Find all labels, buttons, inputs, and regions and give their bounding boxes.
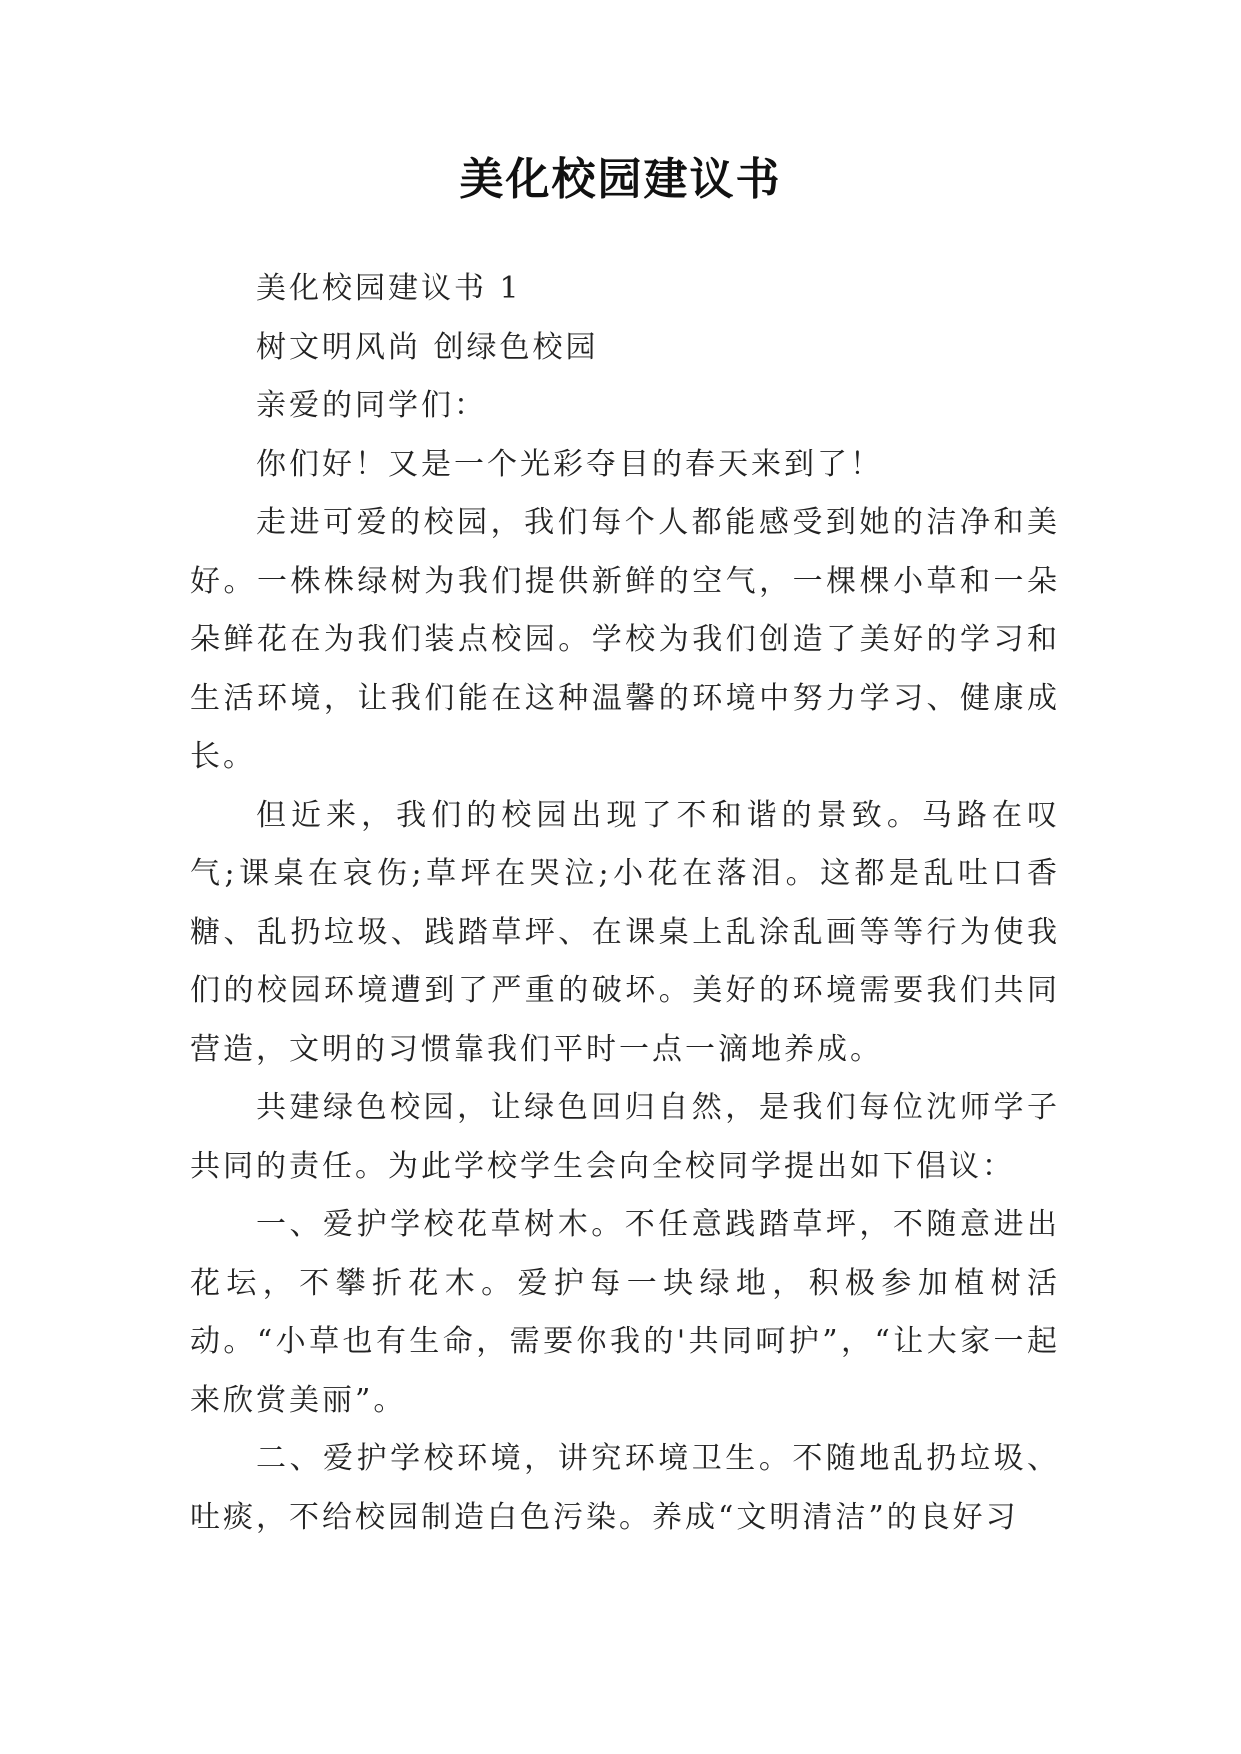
- document-body: [190, 260, 1060, 1547]
- paragraph-slogan: 树文明风尚 创绿色校园: [256, 329, 599, 365]
- paragraph-proposal-1: 一、爱护学校花草树木。不任意践踏草坪，不随意进出花坛，不攀折花木。爱护每一块绿地，积极参加植树活动。“小草也有生命，需要你我的'共同呵护”，“让大家一起来欣赏美丽”。: [190, 1207, 1060, 1418]
- paragraph-intro: 走进可爱的校园，我们每个人都能感受到她的洁净和美好。一株株绿树为我们提供新鲜的空气，一棵棵小草和一朵朵鲜花在为我们装点校园。学校为我们创造了美好的学习和生活环境，让我们能在这种温馨的环境中努力学习、健康成长。: [190, 505, 1060, 774]
- paragraph-greeting: 你们好！又是一个光彩夺目的春天来到了！: [256, 446, 883, 482]
- paragraph-problem: 但近来，我们的校园出现了不和谐的景致。马路在叹气;课桌在哀伤;草坪在哭泣;小花在落泪。这都是乱吐口香糖、乱扔垃圾、践踏草坪、在课桌上乱涂乱画等等行为使我们的校园环境遭到了严重的破坏。美好的环境需要我们共同营造，文明的习惯靠我们平时一点一滴地养成。: [190, 797, 1060, 1067]
- paragraph-salutation: 亲爱的同学们：: [256, 388, 487, 423]
- paragraph-proposal-2: 二、爱护学校环境，讲究环境卫生。不随地乱扔垃圾、吐痰，不给校园制造白色污染。养成“文明清洁”的良好习: [190, 1441, 1060, 1535]
- document-title: 美化校园建议书: [459, 154, 782, 205]
- paragraph-heading: 美化校园建议书 1: [256, 271, 522, 306]
- paragraph-appeal: 共建绿色校园，让绿色回归自然，是我们每位沈师学子共同的责任。为此学校学生会向全校同学提出如下倡议：: [190, 1090, 1060, 1184]
